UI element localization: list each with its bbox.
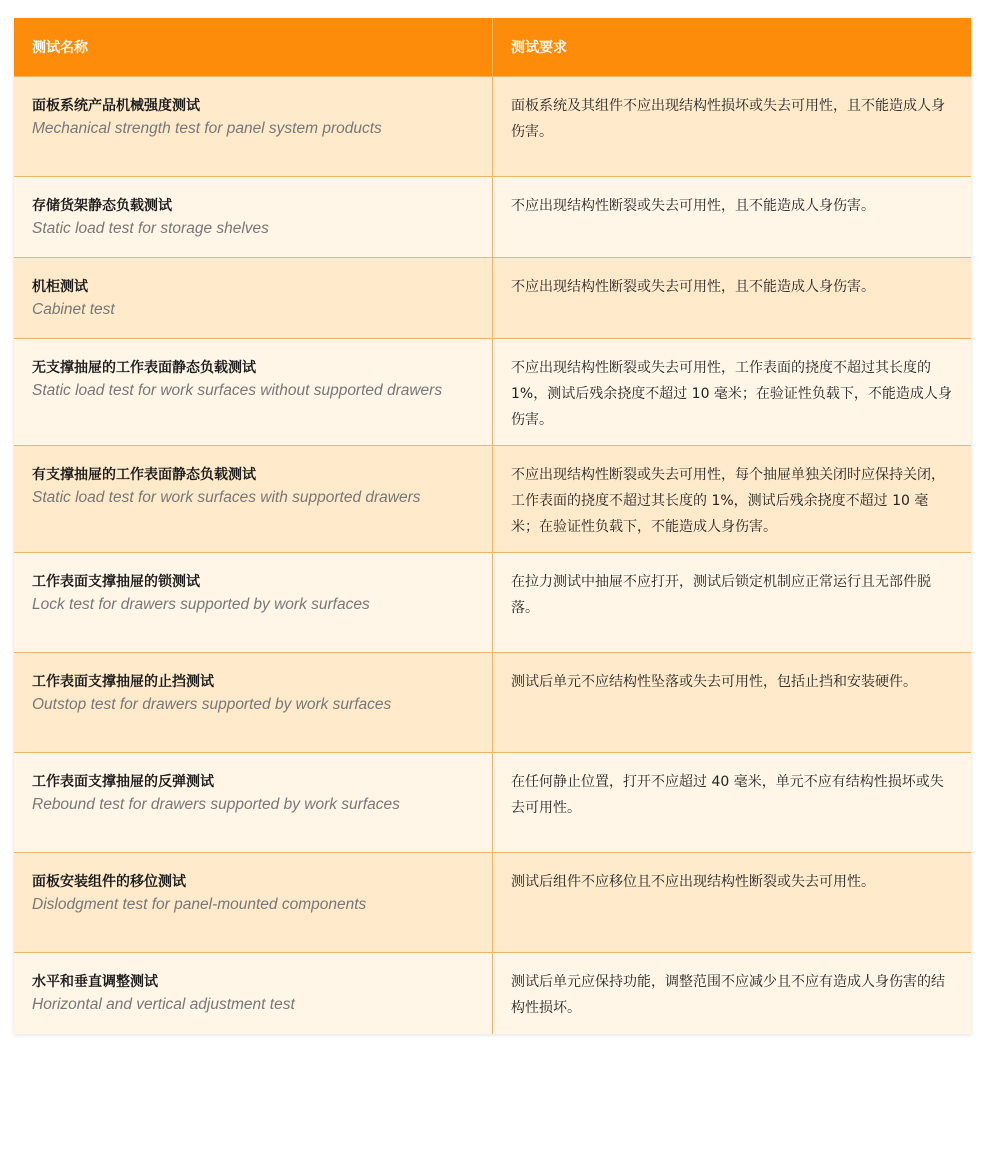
test-name-cell [14,176,493,257]
test-name-en: Lock test for drawers supported by work surfaces [32,595,370,613]
test-requirement-cell [493,552,972,652]
test-name-cell [14,445,493,552]
test-name-cell [14,852,493,952]
test-name-en: Horizontal and vertical adjustment test [32,995,295,1013]
test-name-en: Cabinet test [32,300,115,318]
table-row [14,338,971,445]
test-requirement-text: 不应出现结构性断裂或失去可用性，且不能造成人身伤害。 [511,278,875,295]
test-name-en: Dislodgment test for panel-mounted components [32,895,367,913]
test-requirements-table [14,18,971,1034]
test-name-cell [14,338,493,445]
test-name-en: Outstop test for drawers supported by work surfaces [32,695,392,713]
test-requirement-cell [493,852,972,952]
test-requirement-text: 不应出现结构性断裂或失去可用性，且不能造成人身伤害。 [511,197,875,214]
table-row [14,652,971,752]
test-name-cn: 面板安装组件的移位测试 [32,873,186,890]
table-row [14,552,971,652]
test-requirement-text: 测试后单元应保持功能，调整范围不应减少且不应有造成人身伤害的结构性损坏。 [511,973,945,1016]
test-requirement-cell [493,176,972,257]
table-row [14,257,971,338]
test-name-cell [14,652,493,752]
test-requirement-cell [493,752,972,852]
test-requirement-cell [493,445,972,552]
test-name-cn: 工作表面支撑抽屉的反弹测试 [32,773,214,790]
table-row [14,752,971,852]
test-name-cn: 存储货架静态负载测试 [32,197,172,214]
test-requirement-text: 不应出现结构性断裂或失去可用性，工作表面的挠度不超过其长度的 1%，测试后残余挠度不超过 10 毫米；在验证性负载下，不能造成人身伤害。 [511,359,952,428]
test-requirements-table-container [14,18,971,1034]
test-name-cell [14,752,493,852]
test-name-cn: 有支撑抽屉的工作表面静态负载测试 [32,466,256,483]
test-name-cn: 机柜测试 [32,278,88,295]
test-name-en: Static load test for storage shelves [32,219,269,237]
test-name-en: Static load test for work surfaces with supported drawers [32,488,421,506]
table-row [14,445,971,552]
table-row [14,852,971,952]
test-name-cell [14,257,493,338]
test-name-cell [14,952,493,1034]
test-name-cn: 工作表面支撑抽屉的锁测试 [32,573,200,590]
test-requirement-cell [493,76,972,176]
table-row [14,76,971,176]
table-header-row [14,18,971,76]
test-name-cell [14,552,493,652]
test-requirement-text: 面板系统及其组件不应出现结构性损坏或失去可用性，且不能造成人身伤害。 [511,97,945,140]
test-name-cn: 面板系统产品机械强度测试 [32,97,200,114]
test-name-cn: 无支撑抽屉的工作表面静态负载测试 [32,359,256,376]
test-requirement-text: 测试后组件不应移位且不应出现结构性断裂或失去可用性。 [511,873,875,890]
test-requirement-text: 不应出现结构性断裂或失去可用性，每个抽屉单独关闭时应保持关闭，工作表面的挠度不超过其长度的 1%，测试后残余挠度不超过 10 毫米；在验证性负载下，不能造成人身伤害。 [511,466,945,535]
header-test-name: 测试名称 [14,18,493,76]
header-test-requirement: 测试要求 [493,18,972,76]
test-requirement-text: 在任何静止位置，打开不应超过 40 毫米，单元不应有结构性损坏或失去可用性。 [511,773,944,816]
test-requirement-cell [493,338,972,445]
table-row [14,952,971,1034]
test-requirement-text: 测试后单元不应结构性坠落或失去可用性，包括止挡和安装硬件。 [511,673,917,690]
test-requirement-text: 在拉力测试中抽屉不应打开，测试后锁定机制应正常运行且无部件脱落。 [511,573,931,616]
test-requirement-cell [493,652,972,752]
test-name-en: Rebound test for drawers supported by work surfaces [32,795,400,813]
test-name-en: Mechanical strength test for panel system products [32,119,382,137]
test-requirement-cell [493,257,972,338]
test-name-en: Static load test for work surfaces without supported drawers [32,381,443,399]
test-name-cell [14,76,493,176]
test-name-cn: 水平和垂直调整测试 [32,973,158,990]
test-name-cn: 工作表面支撑抽屉的止挡测试 [32,673,214,690]
table-row [14,176,971,257]
test-requirement-cell [493,952,972,1034]
